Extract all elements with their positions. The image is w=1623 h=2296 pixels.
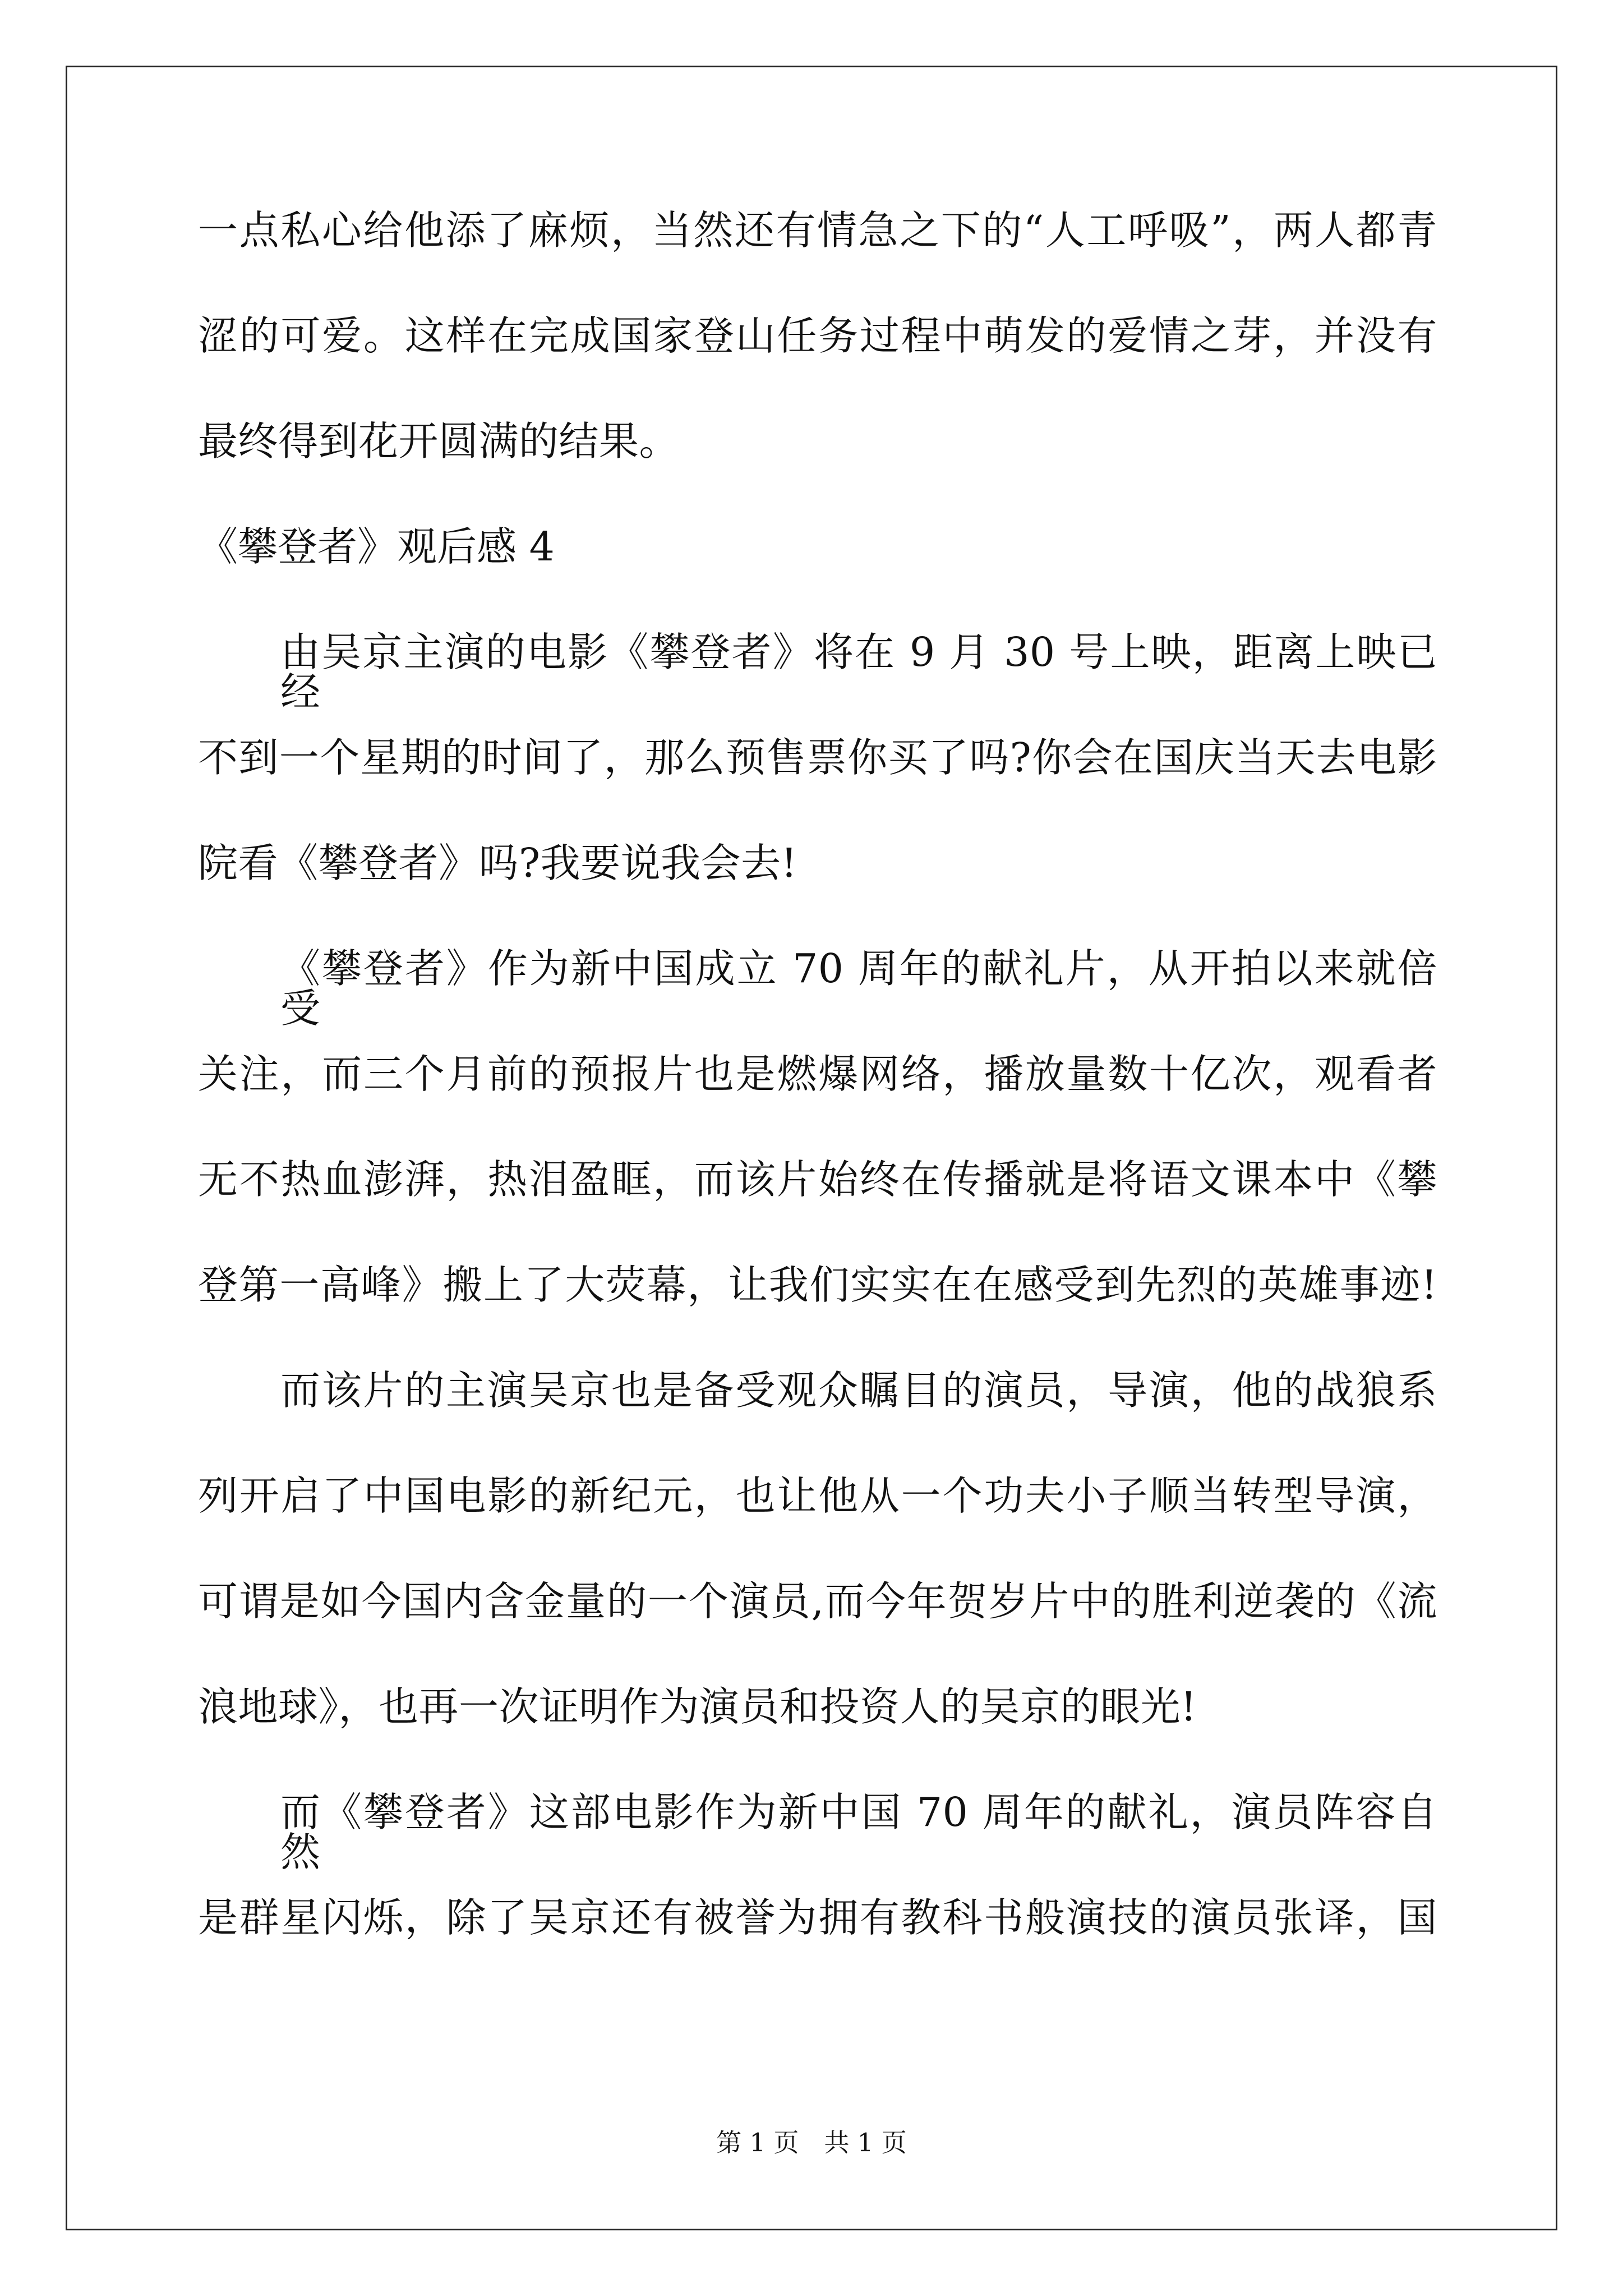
text-line: 由吴京主演的电影《攀登者》将在 9 月 30 号上映，距离上映已经 <box>280 629 1437 715</box>
text-line: 无不热血澎湃，热泪盈眶，而该片始终在传播就是将语文课本中《攀 <box>198 1156 1437 1203</box>
text-line: 不到一个星期的时间了，那么预售票你买了吗?你会在国庆当天去电影 <box>198 734 1437 781</box>
text-line: 而《攀登者》这部电影作为新中国 70 周年的献礼，演员阵容自然 <box>280 1789 1437 1875</box>
text-line: 院看《攀登者》吗?我要说我会去! <box>198 840 797 886</box>
text-line: 而该片的主演吴京也是备受观众瞩目的演员，导演，他的战狼系 <box>280 1367 1437 1414</box>
text-line: 可谓是如今国内含金量的一个演员,而今年贺岁片中的胜利逆袭的《流 <box>198 1578 1437 1625</box>
text-line: 关注，而三个月前的预报片也是燃爆网络，播放量数十亿次，观看者 <box>198 1051 1437 1097</box>
text-line: 列开启了中国电影的新纪元，也让他从一个功夫小子顺当转型导演， <box>198 1473 1437 1519</box>
text-line: 《攀登者》作为新中国成立 70 周年的献礼片，从开拍以来就倍受 <box>280 945 1437 1032</box>
page-footer: 第 1 页 共 1 页 <box>716 2128 907 2157</box>
text-line: 是群星闪烁，除了吴京还有被誉为拥有教科书般演技的演员张译，国 <box>198 1894 1437 1941</box>
text-line: 浪地球》，也再一次证明作为演员和投资人的吴京的眼光! <box>198 1683 1197 1730</box>
text-line: 一点私心给他添了麻烦，当然还有情急之下的“人工呼吸”，两人都青 <box>198 207 1437 254</box>
text-line: 最终得到花开圆满的结果。 <box>198 418 680 464</box>
text-line: 涩的可爱。这样在完成国家登山任务过程中萌发的爱情之芽，并没有 <box>198 312 1437 359</box>
section-heading: 《攀登者》观后感 4 <box>198 523 555 570</box>
text-line: 登第一高峰》搬上了大荧幕，让我们实实在在感受到先烈的英雄事迹! <box>198 1262 1437 1308</box>
document-body <box>198 207 1437 2003</box>
